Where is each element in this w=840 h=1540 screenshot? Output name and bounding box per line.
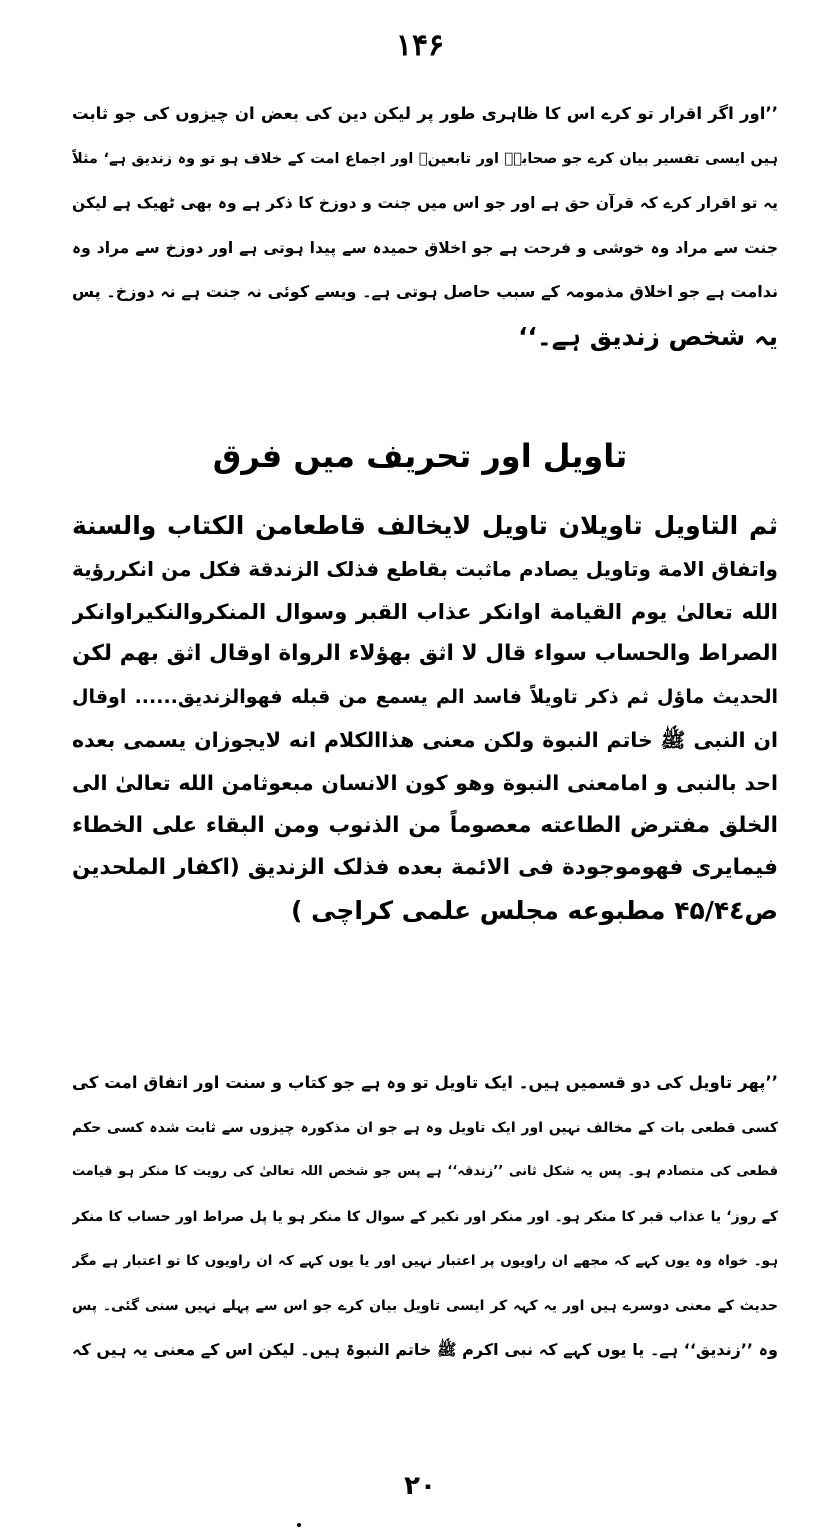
urdu-line: قطعی کی متصادم ہو۔ پس یہ شکل ثانی ’’زندقہ‘‘ ہے پس جو شخص اللہ تعالیٰ کی رویت کا منکر ہو قیامت (72, 1164, 778, 1179)
arabic-line: الحدیث ماؤل ثم ذکر تاویلاً فاسد الم یسمع من قبله فهوالزندیق...... اوقال (72, 686, 778, 709)
citation-line: ص۴۵/۴٤ مطبوعه مجلس علمی کراچی ) (290, 896, 778, 926)
arabic-quotation (72, 505, 778, 933)
arabic-line: احد بالنبی و امامعنی النبوة وهو کون الانسان مبعوثامن الله تعالیٰ الی (72, 770, 778, 795)
urdu-line: حدیث کے معنی دوسرے ہیں اور یہ کہہ کر ایسی تاویل بیان کرے جو اس سے پہلے نہیں سنی گئی۔ پس (72, 1297, 778, 1314)
scan-speck (297, 1523, 301, 1527)
arabic-line: الخلق مفترض الطاعته معصوماً من الذنوب ومن البقاء علی الخطاء (72, 812, 778, 838)
page-number-bottom: ۲۰ (404, 1471, 436, 1501)
urdu-line: ’’اور اگر اقرار تو کرے اس کا ظاہری طور پر لیکن دین کی بعض ان چیزوں کی جو ثابت (72, 104, 778, 123)
urdu-line: ندامت ہے جو اخلاق مذمومہ کے سبب حاصل ہوتی ہے۔ ویسے کوئی نہ جنت ہے نہ دوزخ۔ پس (72, 282, 778, 301)
arabic-line: الصراط والحساب سواء قال لا اثق بهؤلاء الرواة اوقال اثق بهم لکن (72, 641, 778, 667)
arabic-line: فیمایری فهوموجودة فی الائمة بعده فذلک الزندیق (اکفار الملحدین (72, 855, 778, 881)
urdu-paragraph-1 (72, 92, 778, 359)
arabic-line: واتفاق الامة وتاویل یصادم ماثبت بقاطع فذلک الزندقة فکل من انکررؤیة (72, 556, 778, 581)
arabic-line: ثم التاویل تاویلان تاویل لایخالف قاطعامن الکتاب والسنة (72, 511, 778, 540)
urdu-paragraph-2 (72, 1061, 778, 1373)
urdu-line: ’’پھر تاویل کی دو قسمیں ہیں۔ ایک تاویل تو وہ ہے جو کتاب و سنت اور اتفاق امت کی (72, 1073, 778, 1092)
urdu-line: کسی قطعی بات کے مخالف نہیں اور ایک تاویل وہ ہے جو ان مذکورہ چیزوں سے ثابت شدہ کسی حکم (72, 1119, 778, 1136)
urdu-line: وہ ’’زندیق‘‘ ہے۔ یا یوں کہے کہ نبی اکرم ﷺ خاتم النبوۃ ہیں۔ لیکن اس کے معنی یہ ہیں کہ (72, 1340, 778, 1359)
urdu-line: ہیں ایسی تفسیر بیان کرے جو صحابہؓ اور تابعینؒ اور اجماع امت کے خلاف ہو تو وہ زندیق ہے‘ مثلاً (72, 150, 778, 167)
arabic-line: ان النبی ﷺ خاتم النبوة ولکن معنی هذاالکلام انه لایجوزان یسمی بعده (72, 727, 778, 752)
urdu-line: کے روز‘ یا عذاب قبر کا منکر ہو۔ اور منکر اور نکیر کے سوال کا منکر ہو یا پل صراط اور حساب کا منکر (72, 1208, 778, 1225)
arabic-line: الله تعالیٰ یوم القیامة اوانکر عذاب القبر وسوال المنکروالنکیراوانکر (72, 599, 778, 624)
urdu-line: جنت سے مراد وہ خوشی و فرحت ہے جو اخلاق حمیدہ سے پیدا ہوتی ہے اور دوزخ سے مراد وہ (72, 238, 778, 257)
urdu-line: یہ تو اقرار کرے کہ قرآن حق ہے اور جو اس میں جنت و دوزخ کا ذکر ہے وہ بھی ٹھیک ہے لیکن (72, 194, 778, 212)
urdu-line: ہو۔ خواہ وہ یوں کہے کہ مجھے ان راویوں پر اعتبار نہیں اور یا یوں کہے کہ ان راویوں کا تو اعتبار ہے مگر (72, 1253, 778, 1269)
page-number-top: ۱۴۶ (395, 28, 445, 63)
urdu-line: یہ شخص زندیق ہے۔‘‘ (518, 321, 778, 351)
section-heading: تاویل اور تحریف میں فرق (212, 437, 628, 475)
